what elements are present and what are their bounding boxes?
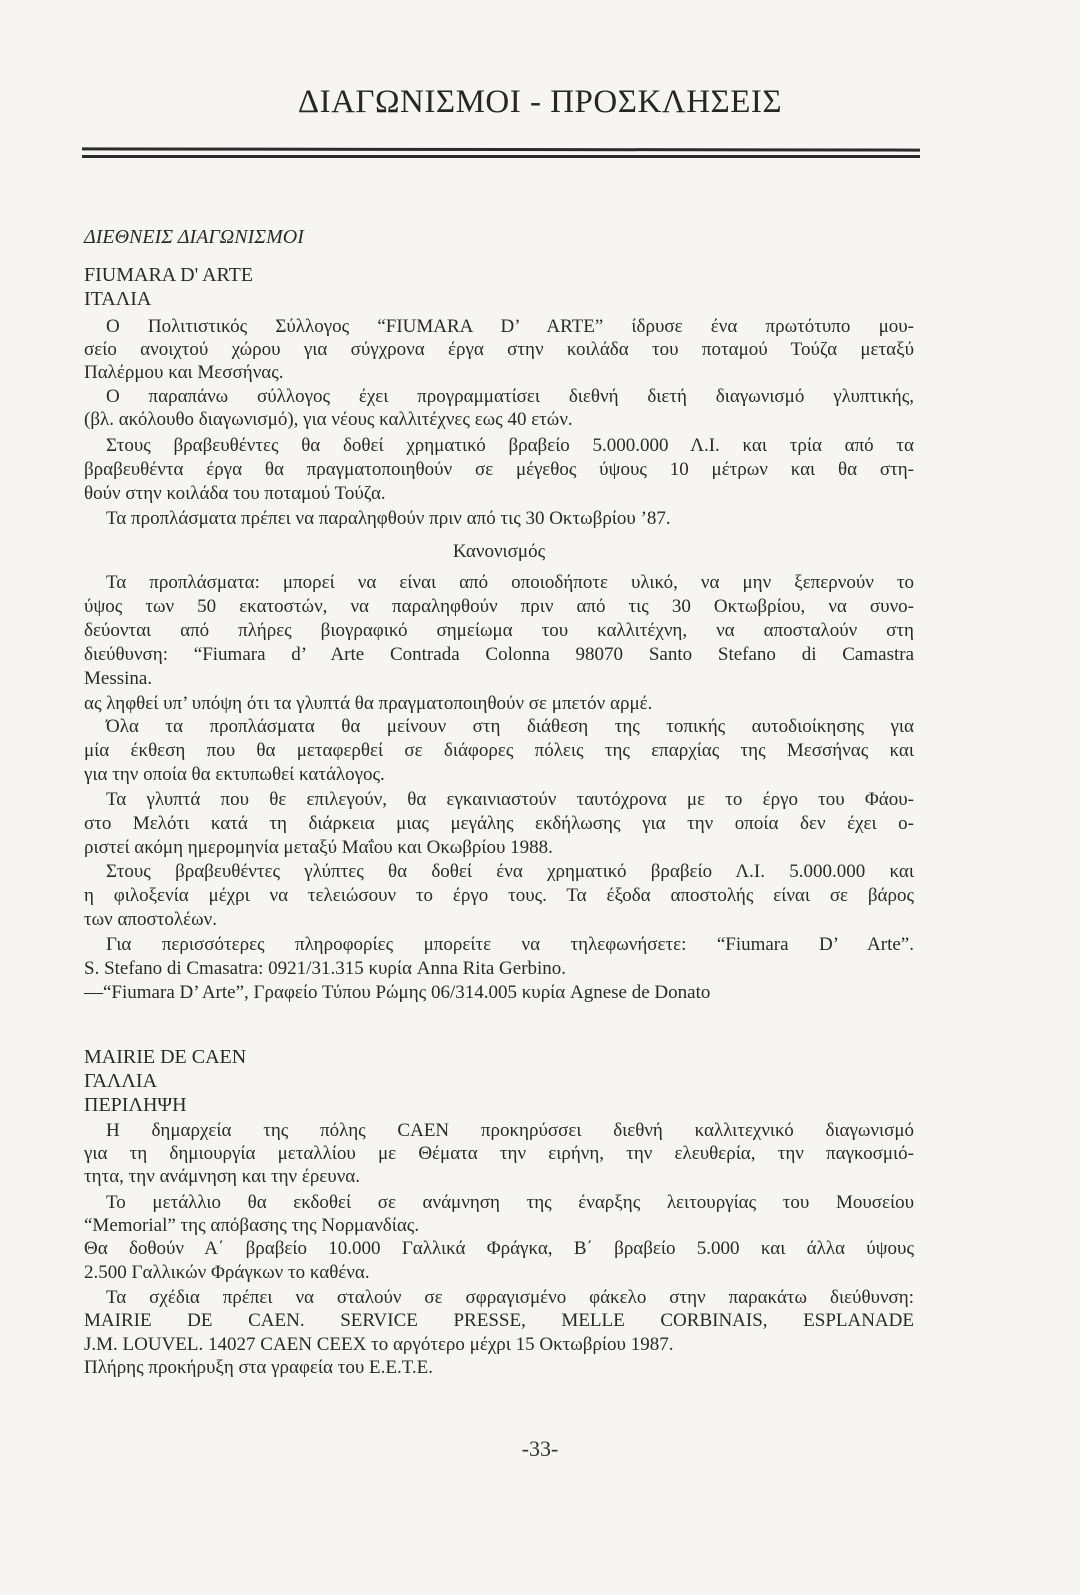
paragraph-line: για τη δημιουργία μεταλλίου με Θέματα την ειρήνη, την ελευθερία, την παγκοσμιό- bbox=[84, 1143, 914, 1164]
paragraph-line: ριστεί ακόμη ημερομηνία μεταξύ Μαΐου και Οκωβρίου 1988. bbox=[84, 837, 553, 858]
paragraph-line: Στους βραβευθέντες γλύπτες θα δοθεί ένα χρηματικό βραβείο Λ.Ι. 5.000.000 και bbox=[106, 861, 914, 882]
page-number: -33- bbox=[521, 1436, 559, 1461]
paragraph-line: βραβευθέντα έργα θα πραγματοποιηθούν σε μέγεθος ύψους 10 μέτρων και θα στη- bbox=[84, 459, 914, 480]
paragraph-line: Το μετάλλιο θα εκδοθεί σε ανάμνηση της έναρξης λειτουργίας του Μουσείου bbox=[106, 1192, 914, 1213]
paragraph-line: —“Fiumara D’ Arte”, Γραφείο Τύπου Ρώμης 06/314.005 κυρία Agnese de Donato bbox=[84, 982, 711, 1003]
paragraph-line: στο Μελότι κατά τη διάρκεια μιας μεγάλης εκδήλωσης για την οποία δεν έχει ο- bbox=[84, 813, 914, 834]
paragraph-line: Όλα τα προπλάσματα θα μείνουν στη διάθεση της τοπικής αυτοδιοίκησης για bbox=[106, 716, 914, 737]
paragraph-line: σείο ανοιχτού χώρου για σύγχρονα έργα στην κοιλάδα του ποταμού Τούζα μεταξύ bbox=[84, 339, 914, 360]
paragraph-line: 2.500 Γαλλικών Φράγκων το καθένα. bbox=[84, 1262, 370, 1283]
title-rule-top bbox=[82, 147, 920, 151]
paragraph-line: S. Stefano di Cmasatra: 0921/31.315 κυρία Anna Rita Gerbino. bbox=[84, 958, 567, 979]
fiumara-name: FIUMARA D' ARTE bbox=[84, 264, 254, 286]
paragraph-line: Ο Πολιτιστικός Σύλλογος “FIUMARA D’ ARTE” ίδρυσε ένα πρωτότυπο μου- bbox=[106, 316, 914, 337]
paragraph-line: Θα δοθούν Α΄ βραβείο 10.000 Γαλλικά Φράγκα, Β΄ βραβείο 5.000 και άλλα ύψους bbox=[84, 1238, 914, 1259]
paragraph-line: Τα προπλάσματα: μπορεί να είναι από οποιοδήποτε υλικό, να μην ξεπερνούν το bbox=[106, 572, 914, 593]
paragraph-line: ας ληφθεί υπ’ υπόψη ότι τα γλυπτά θα πραγματοποιηθούν σε μπετόν αρμέ. bbox=[84, 693, 653, 714]
paragraph-line: (βλ. ακόλουθο διαγωνισμό), για νέους καλλιτέχνες εως 40 ετών. bbox=[84, 409, 573, 430]
paragraph-line: Παλέρμου και Μεσσήνας. bbox=[84, 362, 284, 383]
paragraph-line: “Memorial” της απόβασης της Νορμανδίας. bbox=[84, 1215, 420, 1236]
paragraph-line: των αποστολέων. bbox=[84, 909, 217, 930]
paragraph-line: δεύονται από πλήρες βιογραφικό σημείωμα του καλλιτέχνη, να αποσταλούν στη bbox=[84, 620, 914, 641]
paragraph-line: Πλήρης προκήρυξη στα γραφεία του Ε.Ε.Τ.Ε. bbox=[84, 1357, 434, 1378]
paragraph-line: για την οποία θα εκτυπωθεί κατάλογος. bbox=[84, 764, 385, 785]
paragraph-line: Για περισσότερες πληροφορίες μπορείτε να τηλεφωνήσετε: “Fiumara D’ Arte”. bbox=[106, 934, 914, 955]
caen-country: ΓΑΛΛΙΑ bbox=[84, 1070, 158, 1092]
caen-summary-heading: ΠΕΡΙΛΗΨΗ bbox=[84, 1094, 187, 1116]
fiumara-country: ΙΤΑΛΙΑ bbox=[84, 288, 152, 310]
paragraph-line: MAIRIE DE CAEN. SERVICE PRESSE, MELLE CORBINAIS, ESPLANADE bbox=[84, 1310, 914, 1331]
paragraph-line: Τα γλυπτά που θε επιλεγούν, θα εγκαινιαστούν ταυτόχρονα με το έργο του Φάου- bbox=[106, 789, 914, 810]
title-rule-bottom bbox=[82, 155, 920, 158]
paragraph-line: διεύθυνση: “Fiumara d’ Arte Contrada Colonna 98070 Santo Stefano di Camastra bbox=[84, 644, 914, 665]
paragraph-line: Τα σχέδια πρέπει να σταλούν σε σφραγισμένο φάκελο στην παρακάτω διεύθυνση: bbox=[106, 1287, 914, 1308]
paragraph-line: J.M. LOUVEL. 14027 CAEN CEEX το αργότερο μέχρι 15 Οκτωβρίου 1987. bbox=[84, 1334, 674, 1355]
section-title: ΔΙΕΘΝΕΙΣ ΔΙΑΓΩΝΙΣΜΟΙ bbox=[84, 226, 304, 248]
paragraph-line: Τα προπλάσματα πρέπει να παραληφθούν πριν από τις 30 Οκτωβρίου ’87. bbox=[106, 508, 671, 529]
paragraph-line: Messina. bbox=[84, 668, 153, 689]
paragraph-line: ύψος των 50 εκατοστών, να παραληφθούν πριν από τις 30 Οκτωβρίου, να συνο- bbox=[84, 596, 914, 617]
paragraph-line: Ο παραπάνω σύλλογος έχει προγραμματίσει διεθνή διετή διαγωνισμό γλυπτικής, bbox=[106, 386, 914, 407]
paragraph-line: Στους βραβευθέντες θα δοθεί χρηματικό βραβείο 5.000.000 Λ.Ι. και τρία από τα bbox=[106, 435, 914, 456]
paragraph-line: μία έκθεση που θα μεταφερθεί σε διάφορες πόλεις της επαρχίας της Μεσσήνας και bbox=[84, 740, 914, 761]
paragraph-line: η φιλοξενία μέχρι να τελειώσουν το έργο τους. Τα έξοδα αποστολής είναι σε βάρος bbox=[84, 885, 914, 906]
caen-name: MAIRIE DE CAEN bbox=[84, 1046, 247, 1068]
paragraph-line: Η δημαρχεία της πόλης CAEN προκηρύσσει διεθνή καλλιτεχνικό διαγωνισμό bbox=[106, 1120, 914, 1141]
paragraph-line: τητα, την ανάμνηση και την έρευνα. bbox=[84, 1166, 360, 1187]
page-title: ΔΙΑΓΩΝΙΣΜΟΙ - ΠΡΟΣΚΛΗΣΕΙΣ bbox=[297, 84, 783, 120]
paragraph-line: θούν στην κοιλάδα του ποταμού Τούζα. bbox=[84, 483, 386, 504]
rules-heading: Κανονισμός bbox=[452, 541, 546, 562]
